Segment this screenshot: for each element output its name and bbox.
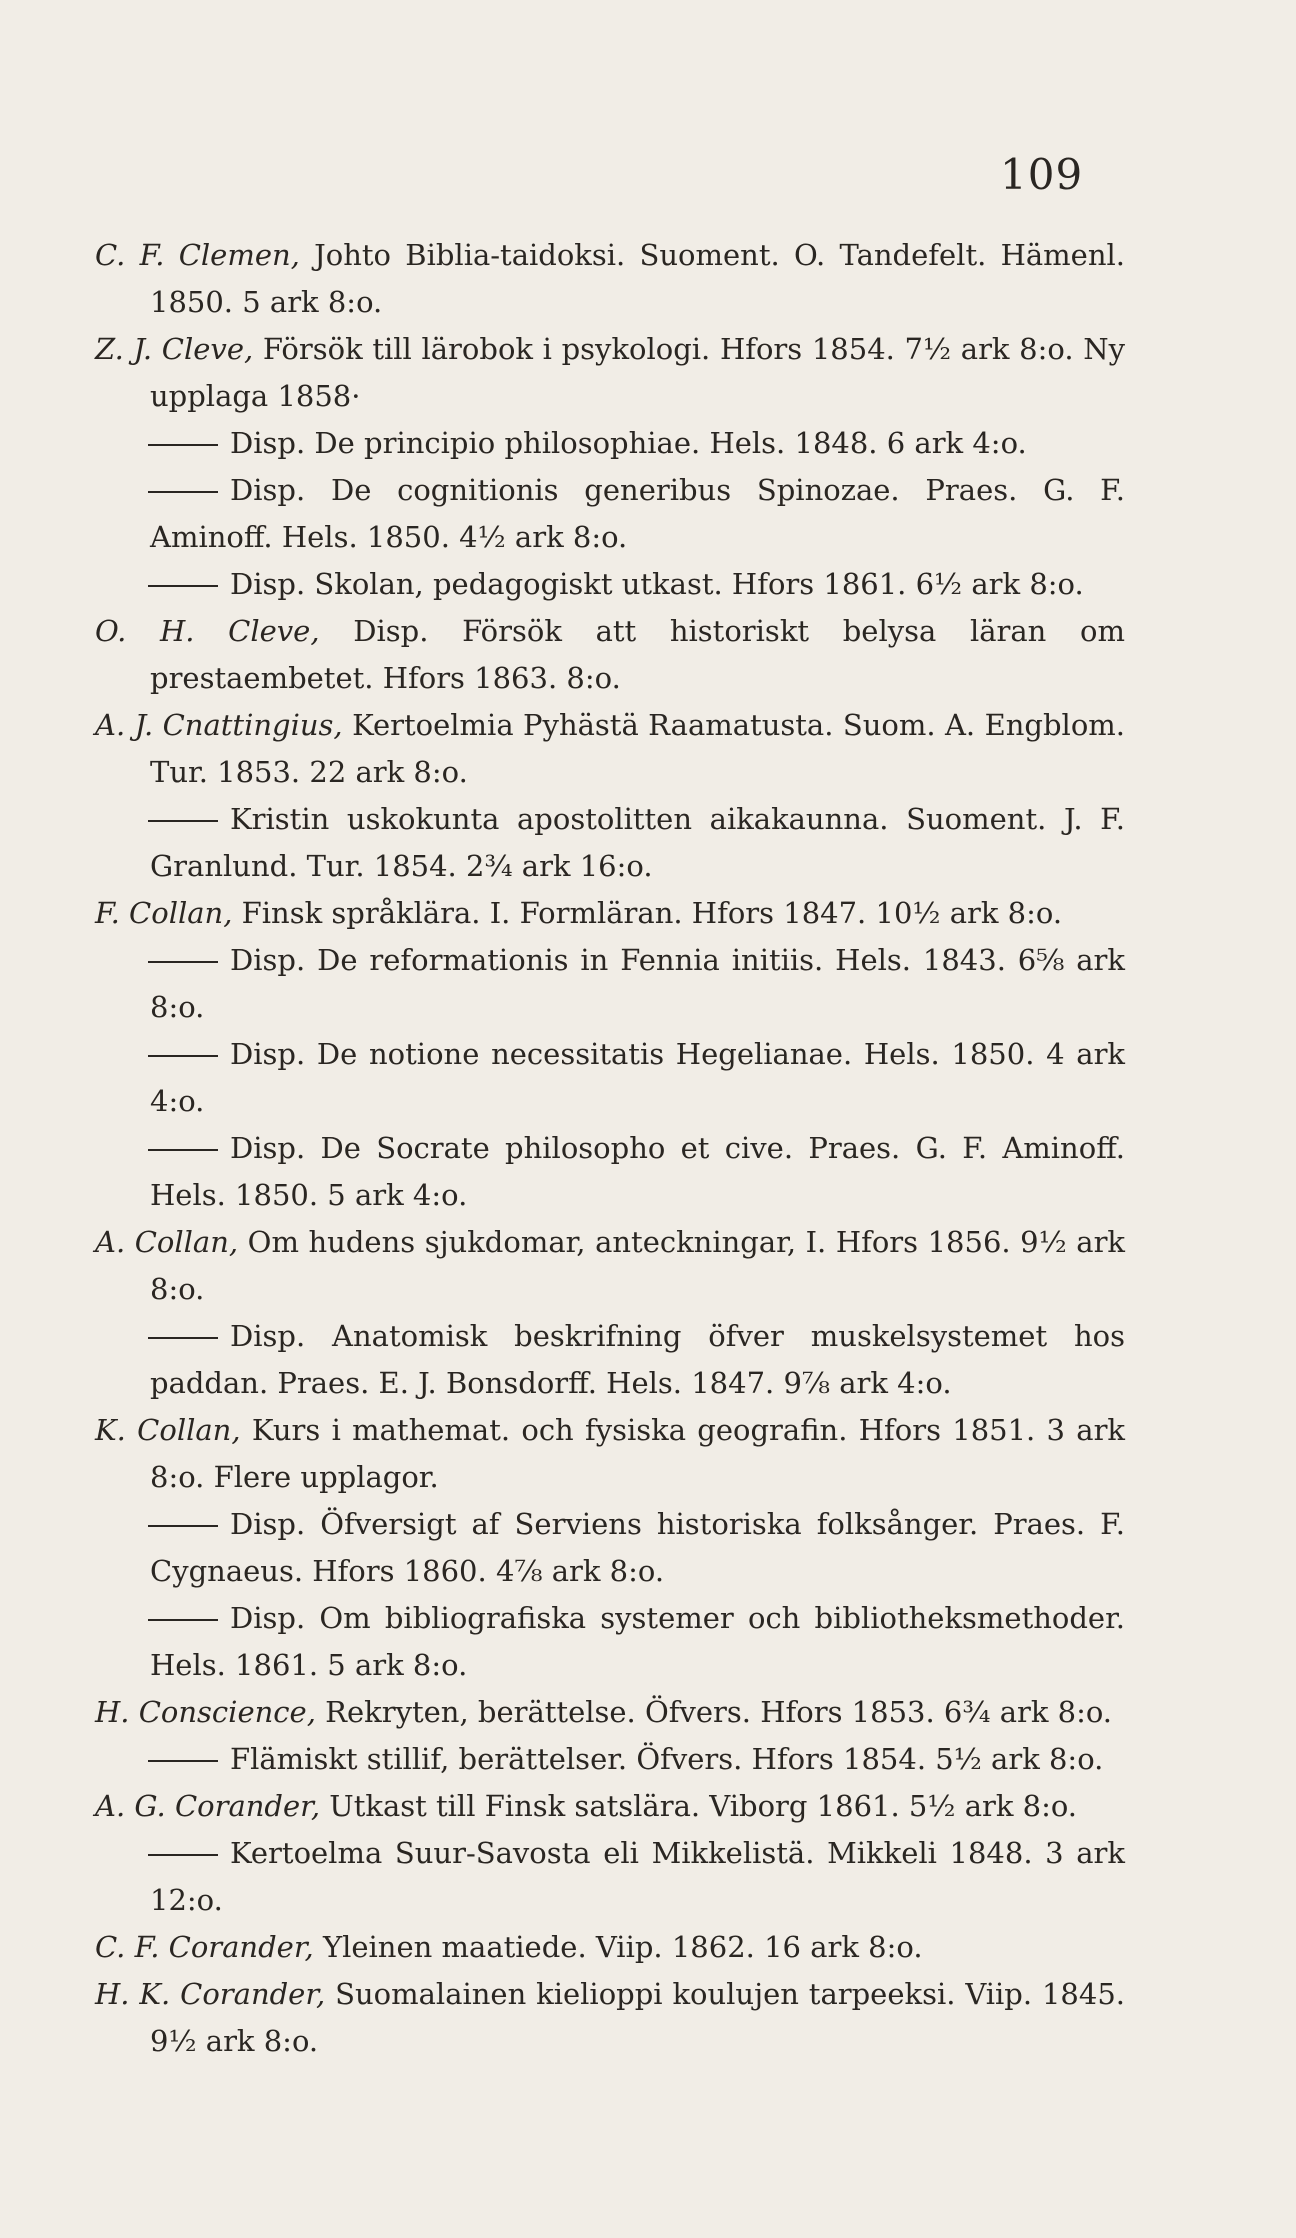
ditto-dash [148,491,218,493]
entry-author: A. J. Cnattingius, [95,708,343,742]
entry-text: Suomalainen kielioppi koulujen tarpeeksi. Viip. 1845. 9½ ark 8:o. [150,1977,1125,2058]
entry-conscience [95,1689,1125,1736]
entry-text: Rekryten, berättelse. Öfvers. Hfors 1853. 6¾ ark 8:o. [325,1695,1113,1729]
entry-text: Kertoelmia Pyhästä Raamatusta. Suom. A. Engblom. Tur. 1853. 22 ark 8:o. [150,708,1126,789]
entry-text: Johto Biblia-taidoksi. Suoment. O. Tandefelt. Hämenl. 1850. 5 ark 8:o. [150,238,1125,319]
entry-cnattingius [95,702,1125,796]
entry-sub [95,467,1125,561]
entry-author: Z. J. Cleve, [95,332,254,366]
entry-sub [95,420,1125,467]
entry-sub [95,561,1125,608]
entry-text: Disp. Öfversigt af Serviens historiska folksånger. Praes. F. Cygnaeus. Hfors 1860. 4⅞ ark 8:o. [150,1507,1125,1588]
ditto-dash [148,1760,218,1762]
entry-author: A. Collan, [95,1225,239,1259]
entry-sub [95,1830,1125,1924]
entry-text: Försök till lärobok i psykologi. Hfors 1854. 7½ ark 8:o. Ny upplaga 1858· [150,332,1126,413]
ditto-dash [148,1525,218,1527]
entry-author: A. G. Corander, [95,1789,321,1823]
entry-author: H. K. Corander, [95,1977,326,2011]
page-number: 109 [1000,150,1084,199]
entry-text: Disp. Anatomisk beskrifning öfver muskelsystemet hos paddan. Praes. E. J. Bonsdorff. Hels. 1847. 9⅞ ark 4:o. [150,1319,1125,1400]
entry-sub [95,1736,1125,1783]
entry-text: Finsk språklära. I. Formläran. Hfors 1847. 10½ ark 8:o. [241,896,1063,930]
entry-sub [95,1031,1125,1125]
ditto-dash [148,585,218,587]
entry-text: Disp. Skolan, pedagogiskt utkast. Hfors 1861. 6½ ark 8:o. [230,567,1084,601]
entry-author: K. Collan, [95,1413,241,1447]
entry-c-f-corander [95,1924,1125,1971]
entry-author: C. F. Corander, [95,1930,314,1964]
entry-k-collan [95,1407,1125,1501]
entry-sub [95,1313,1125,1407]
entry-text: Yleinen maatiede. Viip. 1862. 16 ark 8:o. [322,1930,923,1964]
entry-text: Disp. De reformationis in Fennia initiis. Hels. 1843. 6⅝ ark 8:o. [150,943,1125,1024]
entry-author: H. Conscience, [95,1695,316,1729]
entry-text: Kristin uskokunta apostolitten aikakaunna. Suoment. J. F. Granlund. Tur. 1854. 2¾ ark 16:o. [150,802,1125,883]
entry-text: Disp. Försök att historiskt belysa läran om prestaembetet. Hfors 1863. 8:o. [150,614,1125,695]
entry-text: Disp. De principio philosophiae. Hels. 1848. 6 ark 4:o. [230,426,1027,460]
ditto-dash [148,1619,218,1621]
entry-sub [95,796,1125,890]
entry-o-h-cleve [95,608,1125,702]
entry-clemen [95,232,1125,326]
entry-text: Om hudens sjukdomar, anteckningar, I. Hfors 1856. 9½ ark 8:o. [150,1225,1126,1306]
ditto-dash [148,1854,218,1856]
bibliography-list [95,232,1125,2065]
entry-text: Flämiskt stillif, berättelser. Öfvers. Hfors 1854. 5½ ark 8:o. [230,1742,1104,1776]
ditto-dash [148,1337,218,1339]
entry-a-g-corander [95,1783,1125,1830]
entry-h-k-corander [95,1971,1125,2065]
entry-text: Disp. Om bibliografiska systemer och bibliotheksmethoder. Hels. 1861. 5 ark 8:o. [150,1601,1125,1682]
entry-text: Disp. De Socrate philosopho et cive. Praes. G. F. Aminoff. Hels. 1850. 5 ark 4:o. [150,1131,1125,1212]
ditto-dash [148,444,218,446]
entry-text: Kurs i mathemat. och fysiska geografin. Hfors 1851. 3 ark 8:o. Flere upplagor. [150,1413,1125,1494]
ditto-dash [148,1055,218,1057]
ditto-dash [148,1149,218,1151]
entry-text: Utkast till Finsk satslära. Viborg 1861. 5½ ark 8:o. [329,1789,1078,1823]
ditto-dash [148,820,218,822]
entry-text: Disp. De notione necessitatis Hegelianae. Hels. 1850. 4 ark 4:o. [150,1037,1125,1118]
entry-z-j-cleve [95,326,1125,420]
entry-sub [95,1595,1125,1689]
entry-a-collan [95,1219,1125,1313]
entry-sub [95,1125,1125,1219]
entry-author: O. H. Cleve, [95,614,320,648]
ditto-dash [148,961,218,963]
entry-author: F. Collan, [95,896,233,930]
entry-sub [95,1501,1125,1595]
entry-f-collan [95,890,1125,937]
entry-text: Kertoelma Suur-Savosta eli Mikkelistä. Mikkeli 1848. 3 ark 12:o. [150,1836,1125,1917]
entry-text: Disp. De cognitionis generibus Spinozae. Praes. G. F. Aminoff. Hels. 1850. 4½ ark 8:o. [150,473,1125,554]
entry-sub [95,937,1125,1031]
entry-author: C. F. Clemen, [95,238,300,272]
